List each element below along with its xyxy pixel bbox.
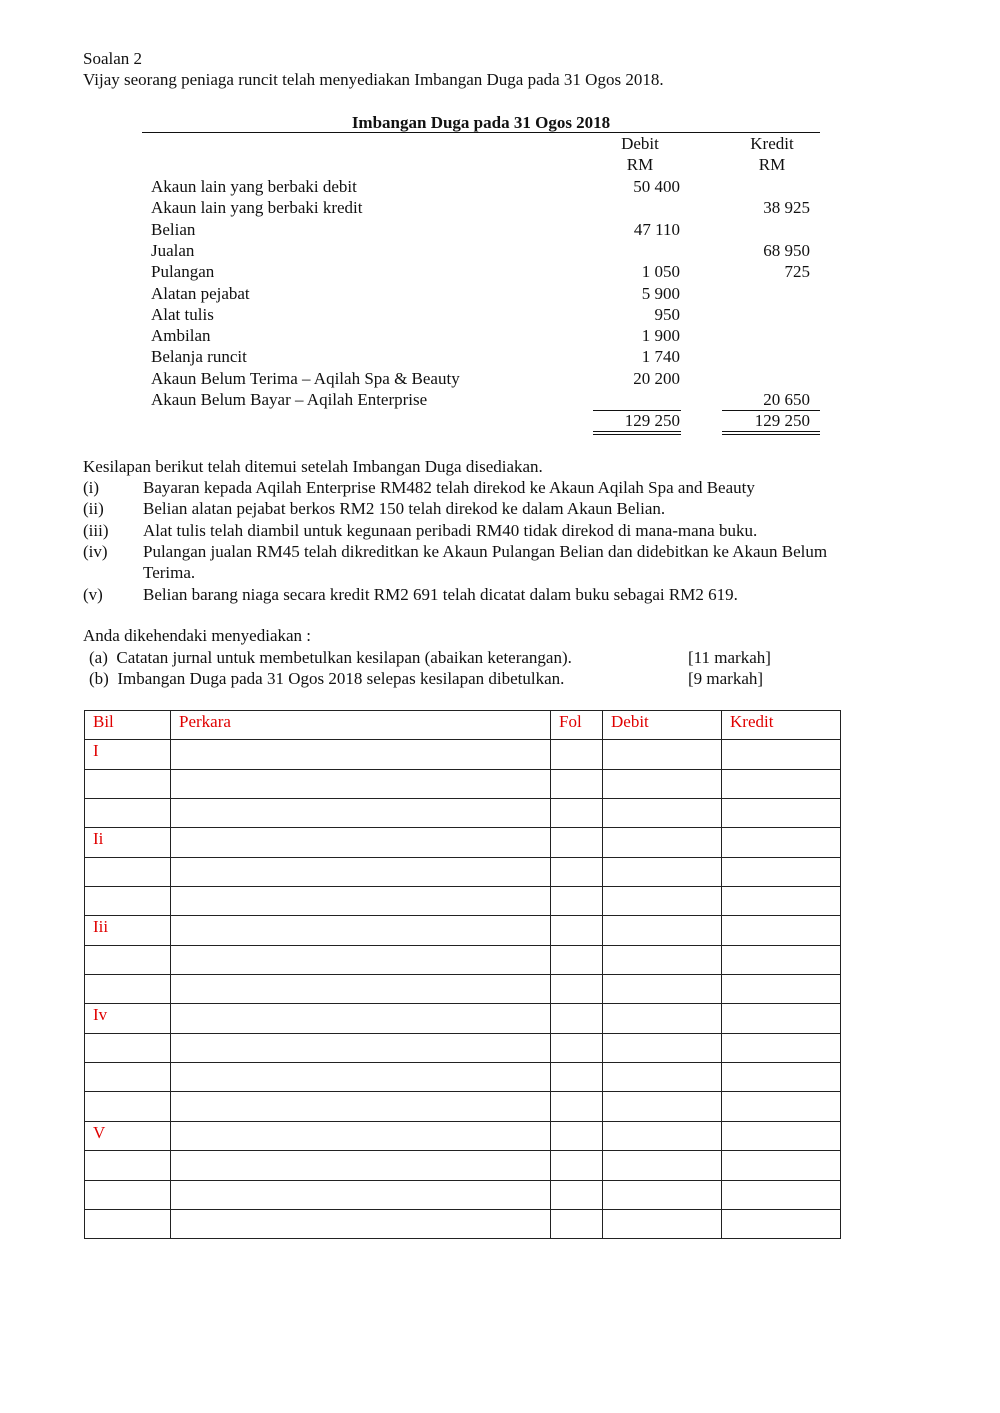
error-num: (ii) [83, 499, 104, 518]
journal-cell-fol[interactable] [551, 1033, 603, 1062]
total-debit: 129 250 [624, 411, 680, 430]
trial-balance-kredit: 725 [784, 262, 810, 282]
trial-balance-item: Akaun lain yang berbaki kredit [151, 198, 363, 218]
journal-cell-fol[interactable] [551, 1004, 603, 1033]
journal-cell-perkara[interactable] [171, 769, 551, 798]
trial-balance-title: Imbangan Duga pada 31 Ogos 2018 [351, 113, 611, 132]
journal-cell-perkara[interactable] [171, 945, 551, 974]
trial-balance-kredit: 20 650 [763, 390, 810, 409]
trial-balance-item: Belian [151, 219, 196, 239]
question-title: Soalan 2 [83, 49, 143, 68]
error-num: (i) [83, 478, 100, 497]
journal-cell-perkara[interactable] [171, 799, 551, 828]
trial-balance-item: Alat tulis [151, 304, 214, 324]
journal-cell-debit[interactable] [603, 1033, 722, 1062]
journal-row [85, 887, 841, 916]
error-text: Pulangan jualan RM45 telah dikreditkan ke Akaun Pulangan Belian dan didebitkan ke Akaun Belum Terima. [143, 542, 828, 582]
debit-total-double-rule [593, 431, 681, 435]
trial-balance-item: Belanja runcit [151, 347, 247, 367]
title-rule [142, 132, 820, 133]
journal-cell-fol[interactable] [551, 799, 603, 828]
journal-cell-bil [85, 945, 171, 974]
journal-cell-bil [85, 975, 171, 1004]
journal-cell-fol[interactable] [551, 945, 603, 974]
journal-cell-kredit[interactable] [722, 828, 841, 857]
journal-cell-bil [85, 857, 171, 886]
journal-cell-fol[interactable] [551, 740, 603, 769]
journal-row [85, 1121, 841, 1150]
journal-cell-perkara[interactable] [171, 1151, 551, 1180]
header-bil: Bil [85, 711, 171, 740]
journal-cell-bil [85, 1209, 171, 1238]
header-perkara: Perkara [171, 711, 551, 740]
journal-cell-perkara[interactable] [171, 828, 551, 857]
journal-cell-fol[interactable] [551, 828, 603, 857]
journal-cell-bil [85, 1033, 171, 1062]
journal-cell-debit[interactable] [603, 828, 722, 857]
journal-cell-debit[interactable] [603, 1209, 722, 1238]
journal-cell-fol[interactable] [551, 1151, 603, 1180]
trial-balance-kredit: 38 925 [763, 198, 810, 218]
journal-answer-table [84, 710, 841, 1239]
journal-cell-kredit[interactable] [722, 740, 841, 769]
trial-balance-debit: 50 400 [633, 177, 680, 196]
journal-cell-bil: V [85, 1121, 171, 1150]
journal-cell-debit[interactable] [603, 769, 722, 798]
journal-cell-debit[interactable] [603, 1151, 722, 1180]
journal-cell-perkara[interactable] [171, 1063, 551, 1092]
journal-cell-fol[interactable] [551, 916, 603, 945]
journal-cell-bil [85, 799, 171, 828]
header-kredit: Kredit [722, 711, 841, 740]
trial-balance-debit: 47 110 [633, 219, 680, 239]
journal-cell-perkara[interactable] [171, 1004, 551, 1033]
debit-currency: RM [626, 155, 654, 174]
journal-cell-kredit[interactable] [722, 1004, 841, 1033]
trial-balance-item: Jualan [151, 240, 195, 260]
journal-cell-perkara[interactable] [171, 1121, 551, 1150]
trial-balance-item: Ambilan [151, 326, 211, 346]
journal-cell-fol[interactable] [551, 887, 603, 916]
tasks-intro: Anda dikehendaki menyediakan : [83, 626, 312, 645]
journal-cell-debit[interactable] [603, 1063, 722, 1092]
journal-row [85, 740, 841, 769]
journal-cell-debit[interactable] [603, 975, 722, 1004]
debit-header: Debit [621, 134, 659, 153]
trial-balance-debit: 5 900 [641, 283, 680, 303]
kredit-currency: RM [758, 155, 786, 174]
journal-cell-kredit[interactable] [722, 1180, 841, 1209]
errors-intro: Kesilapan berikut telah ditemui setelah Imbangan Duga disediakan. [83, 457, 543, 476]
task-text: (b) Imbangan Duga pada 31 Ogos 2018 selepas kesilapan dibetulkan. [89, 669, 565, 688]
journal-cell-kredit[interactable] [722, 1033, 841, 1062]
journal-cell-kredit[interactable] [722, 1063, 841, 1092]
journal-cell-kredit[interactable] [722, 1209, 841, 1238]
trial-balance-item: Akaun Belum Terima – Aqilah Spa & Beauty [151, 368, 460, 388]
journal-cell-debit[interactable] [603, 1180, 722, 1209]
journal-cell-perkara[interactable] [171, 740, 551, 769]
journal-cell-perkara[interactable] [171, 1092, 551, 1121]
journal-header-row [85, 711, 841, 740]
journal-cell-fol[interactable] [551, 857, 603, 886]
error-text: Belian alatan pejabat berkos RM2 150 telah direkod ke dalam Akaun Belian. [143, 499, 666, 518]
kredit-total-double-rule [722, 431, 820, 435]
journal-cell-kredit[interactable] [722, 1151, 841, 1180]
journal-row [85, 769, 841, 798]
journal-row [85, 1063, 841, 1092]
journal-cell-fol[interactable] [551, 1092, 603, 1121]
trial-balance-debit: 1 740 [641, 347, 680, 367]
header-debit: Debit [603, 711, 722, 740]
trial-balance-kredit: 68 950 [763, 240, 810, 260]
journal-cell-perkara[interactable] [171, 1033, 551, 1062]
error-text: Belian barang niaga secara kredit RM2 691 telah dicatat dalam buku sebagai RM2 619. [143, 585, 738, 604]
header-fol: Fol [551, 711, 603, 740]
journal-cell-fol[interactable] [551, 1180, 603, 1209]
journal-row [85, 1209, 841, 1238]
journal-row [85, 828, 841, 857]
total-kredit: 129 250 [754, 411, 810, 430]
journal-cell-fol[interactable] [551, 1209, 603, 1238]
journal-row [85, 1004, 841, 1033]
task-marks: [11 markah] [688, 648, 771, 667]
journal-row [85, 1033, 841, 1062]
journal-cell-kredit[interactable] [722, 916, 841, 945]
kredit-header: Kredit [750, 134, 794, 153]
error-num: (iii) [83, 521, 109, 540]
journal-cell-perkara[interactable] [171, 857, 551, 886]
journal-cell-debit[interactable] [603, 799, 722, 828]
journal-cell-debit[interactable] [603, 1092, 722, 1121]
journal-row [85, 1092, 841, 1121]
journal-cell-debit[interactable] [603, 916, 722, 945]
journal-row [85, 945, 841, 974]
trial-balance-item: Alatan pejabat [151, 283, 250, 303]
journal-cell-bil [85, 769, 171, 798]
trial-balance-item: Akaun Belum Bayar – Aqilah Enterprise [151, 390, 428, 409]
journal-cell-bil: Ii [85, 828, 171, 857]
journal-cell-bil [85, 887, 171, 916]
journal-cell-bil: I [85, 740, 171, 769]
trial-balance-item: Pulangan [151, 262, 215, 282]
error-num: (v) [83, 585, 103, 604]
journal-cell-debit[interactable] [603, 1121, 722, 1150]
journal-cell-perkara[interactable] [171, 1209, 551, 1238]
error-text: Alat tulis telah diambil untuk kegunaan peribadi RM40 tidak direkod di mana-mana buku. [143, 521, 758, 540]
journal-row [85, 799, 841, 828]
journal-cell-bil [85, 1063, 171, 1092]
journal-cell-kredit[interactable] [722, 1121, 841, 1150]
journal-cell-kredit[interactable] [722, 1092, 841, 1121]
journal-row [85, 975, 841, 1004]
journal-cell-perkara[interactable] [171, 887, 551, 916]
intro-text: Vijay seorang peniaga runcit telah menyediakan Imbangan Duga pada 31 Ogos 2018. [83, 70, 664, 89]
journal-cell-bil [85, 1180, 171, 1209]
journal-cell-perkara[interactable] [171, 975, 551, 1004]
journal-row [85, 857, 841, 886]
trial-balance-debit: 950 [654, 304, 680, 324]
journal-cell-kredit[interactable] [722, 857, 841, 886]
journal-cell-fol[interactable] [551, 1063, 603, 1092]
journal-cell-bil [85, 1151, 171, 1180]
journal-cell-fol[interactable] [551, 769, 603, 798]
journal-cell-kredit[interactable] [722, 769, 841, 798]
trial-balance-debit: 20 200 [633, 368, 680, 388]
task-marks: [9 markah] [688, 669, 764, 688]
journal-cell-debit[interactable] [603, 857, 722, 886]
journal-cell-kredit[interactable] [722, 799, 841, 828]
journal-cell-kredit[interactable] [722, 887, 841, 916]
task-text: (a) Catatan jurnal untuk membetulkan kesilapan (abaikan keterangan). [89, 648, 572, 667]
trial-balance-debit: 1 050 [641, 262, 680, 282]
journal-row [85, 1151, 841, 1180]
journal-cell-debit[interactable] [603, 887, 722, 916]
error-num: (iv) [83, 542, 108, 561]
journal-cell-bil: Iii [85, 916, 171, 945]
journal-cell-bil: Iv [85, 1004, 171, 1033]
journal-cell-debit[interactable] [603, 1004, 722, 1033]
journal-cell-debit[interactable] [603, 945, 722, 974]
journal-cell-perkara[interactable] [171, 916, 551, 945]
error-text: Bayaran kepada Aqilah Enterprise RM482 telah direkod ke Akaun Aqilah Spa and Beauty [143, 478, 755, 497]
trial-balance-debit: 1 900 [641, 326, 680, 346]
journal-cell-fol[interactable] [551, 975, 603, 1004]
trial-balance-item: Akaun lain yang berbaki debit [151, 177, 357, 196]
journal-cell-kredit[interactable] [722, 975, 841, 1004]
journal-row [85, 1180, 841, 1209]
journal-cell-bil [85, 1092, 171, 1121]
journal-cell-perkara[interactable] [171, 1180, 551, 1209]
journal-cell-kredit[interactable] [722, 945, 841, 974]
journal-cell-debit[interactable] [603, 740, 722, 769]
journal-row [85, 916, 841, 945]
journal-cell-fol[interactable] [551, 1121, 603, 1150]
